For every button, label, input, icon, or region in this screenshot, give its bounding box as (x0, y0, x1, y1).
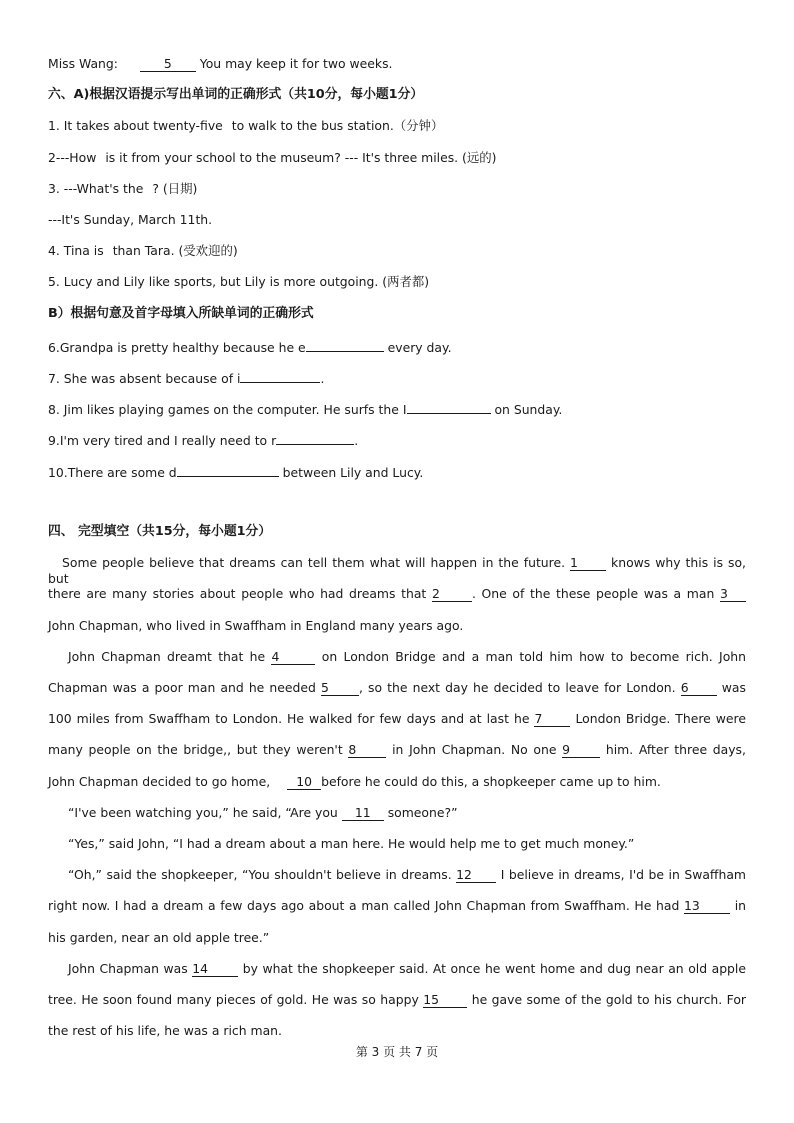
cloze-line: the rest of his life, he was a rich man. (48, 1023, 282, 1038)
cloze-line: “I've been watching you,” he said, “Are you 11 someone?” (68, 805, 458, 820)
cloze-blank-12[interactable]: 12 (456, 868, 496, 883)
cloze-line: right now. I had a dream a few days ago about a man called John Chapman from Swaffham. He had 13 in (48, 898, 746, 913)
question-3-answer: ---It's Sunday, March 11th. (48, 212, 213, 227)
question-6: 6.Grandpa is pretty healthy because he e every day. (48, 337, 452, 356)
cloze-blank-5[interactable]: 5 (321, 681, 359, 696)
answer-blank-7[interactable] (240, 368, 320, 383)
cloze-line: there are many stories about people who had dreams that 2 . One of the these people was a man 3 (48, 586, 746, 602)
cloze-line: 100 miles from Swaffham to London. He walked for few days and at last he 7 London Bridge. There were (48, 711, 746, 726)
cloze-blank-13[interactable]: 13 (684, 899, 730, 914)
question-3: 3. ---What's the ? (日期) (48, 181, 198, 196)
cloze-blank-3[interactable]: 3 (720, 587, 746, 602)
question-2: 2---How is it from your school to the museum? --- It's three miles. (远的) (48, 150, 497, 165)
cloze-blank-10[interactable]: 10 (287, 775, 321, 790)
speaker-label: Miss Wang: (48, 56, 118, 71)
cloze-line: “Yes,” said John, “I had a dream about a man here. He would help me to get much money.” (68, 836, 635, 851)
cloze-heading: 四、 完型填空（共15分，每小题1分） (48, 524, 272, 539)
blank-5[interactable]: 5 (140, 57, 196, 72)
section-heading-a: 六、A)根据汉语提示写出单词的正确形式（共10分，每小题1分） (48, 87, 424, 102)
question-7: 7. She was absent because of i . (48, 368, 324, 387)
question-9: 9.I'm very tired and I really need to r . (48, 430, 358, 449)
cloze-blank-2[interactable]: 2 (432, 587, 472, 602)
cloze-blank-6[interactable]: 6 (681, 681, 717, 696)
dialogue-line: Miss Wang: 5 You may keep it for two weeks. (48, 56, 393, 71)
cloze-line: Chapman was a poor man and he needed 5 , so the next day he decided to leave for London. 6 was (48, 680, 746, 695)
question-8: 8. Jim likes playing games on the computer. He surfs the I on Sunday. (48, 399, 562, 418)
cloze-line: “Oh,” said the shopkeeper, “You shouldn't believe in dreams. 12 I believe in dreams, I'd be in Swaffham (68, 867, 746, 882)
cloze-line: John Chapman dreamt that he 4 on London Bridge and a man told him how to become rich. John (68, 649, 746, 664)
cloze-blank-14[interactable]: 14 (192, 962, 238, 977)
answer-blank-6[interactable] (306, 337, 384, 352)
question-10: 10.There are some d between Lily and Lucy. (48, 462, 423, 481)
cloze-blank-1[interactable]: 1 (570, 556, 606, 571)
cloze-blank-9[interactable]: 9 (562, 743, 600, 758)
question-1: 1. It takes about twenty-five to walk to the bus station.（分钟） (48, 118, 444, 133)
cloze-blank-4[interactable]: 4 (271, 650, 315, 665)
cloze-blank-11[interactable]: 11 (342, 806, 384, 821)
question-5: 5. Lucy and Lily like sports, but Lily is more outgoing. (两者都) (48, 274, 430, 289)
answer-blank-8[interactable] (407, 399, 491, 414)
answer-blank-9[interactable] (276, 430, 354, 445)
page-footer: 第 3 页 共 7 页 (355, 1045, 439, 1059)
cloze-line: his garden, near an old apple tree.” (48, 930, 270, 945)
cloze-blank-8[interactable]: 8 (348, 743, 386, 758)
section-heading-b: B）根据句意及首字母填入所缺单词的正确形式 (48, 306, 314, 321)
cloze-blank-7[interactable]: 7 (534, 712, 570, 727)
cloze-line: John Chapman decided to go home, 10 before he could do this, a shopkeeper came up to him. (48, 774, 661, 789)
answer-blank-10[interactable] (177, 462, 279, 477)
cloze-line: many people on the bridge,, but they weren't 8 in John Chapman. No one 9 him. After three days, (48, 742, 746, 757)
cloze-line: Some people believe that dreams can tell them what will happen in the future. 1 knows why this is so, but (48, 555, 746, 586)
cloze-line: tree. He soon found many pieces of gold. He was so happy 15 he gave some of the gold to his church. For (48, 992, 746, 1007)
cloze-blank-15[interactable]: 15 (423, 993, 467, 1008)
question-4: 4. Tina is than Tara. (受欢迎的) (48, 243, 238, 258)
cloze-line: John Chapman, who lived in Swaffham in England many years ago. (48, 618, 464, 633)
cloze-line: John Chapman was 14 by what the shopkeeper said. At once he went home and dug near an old apple (68, 961, 746, 976)
